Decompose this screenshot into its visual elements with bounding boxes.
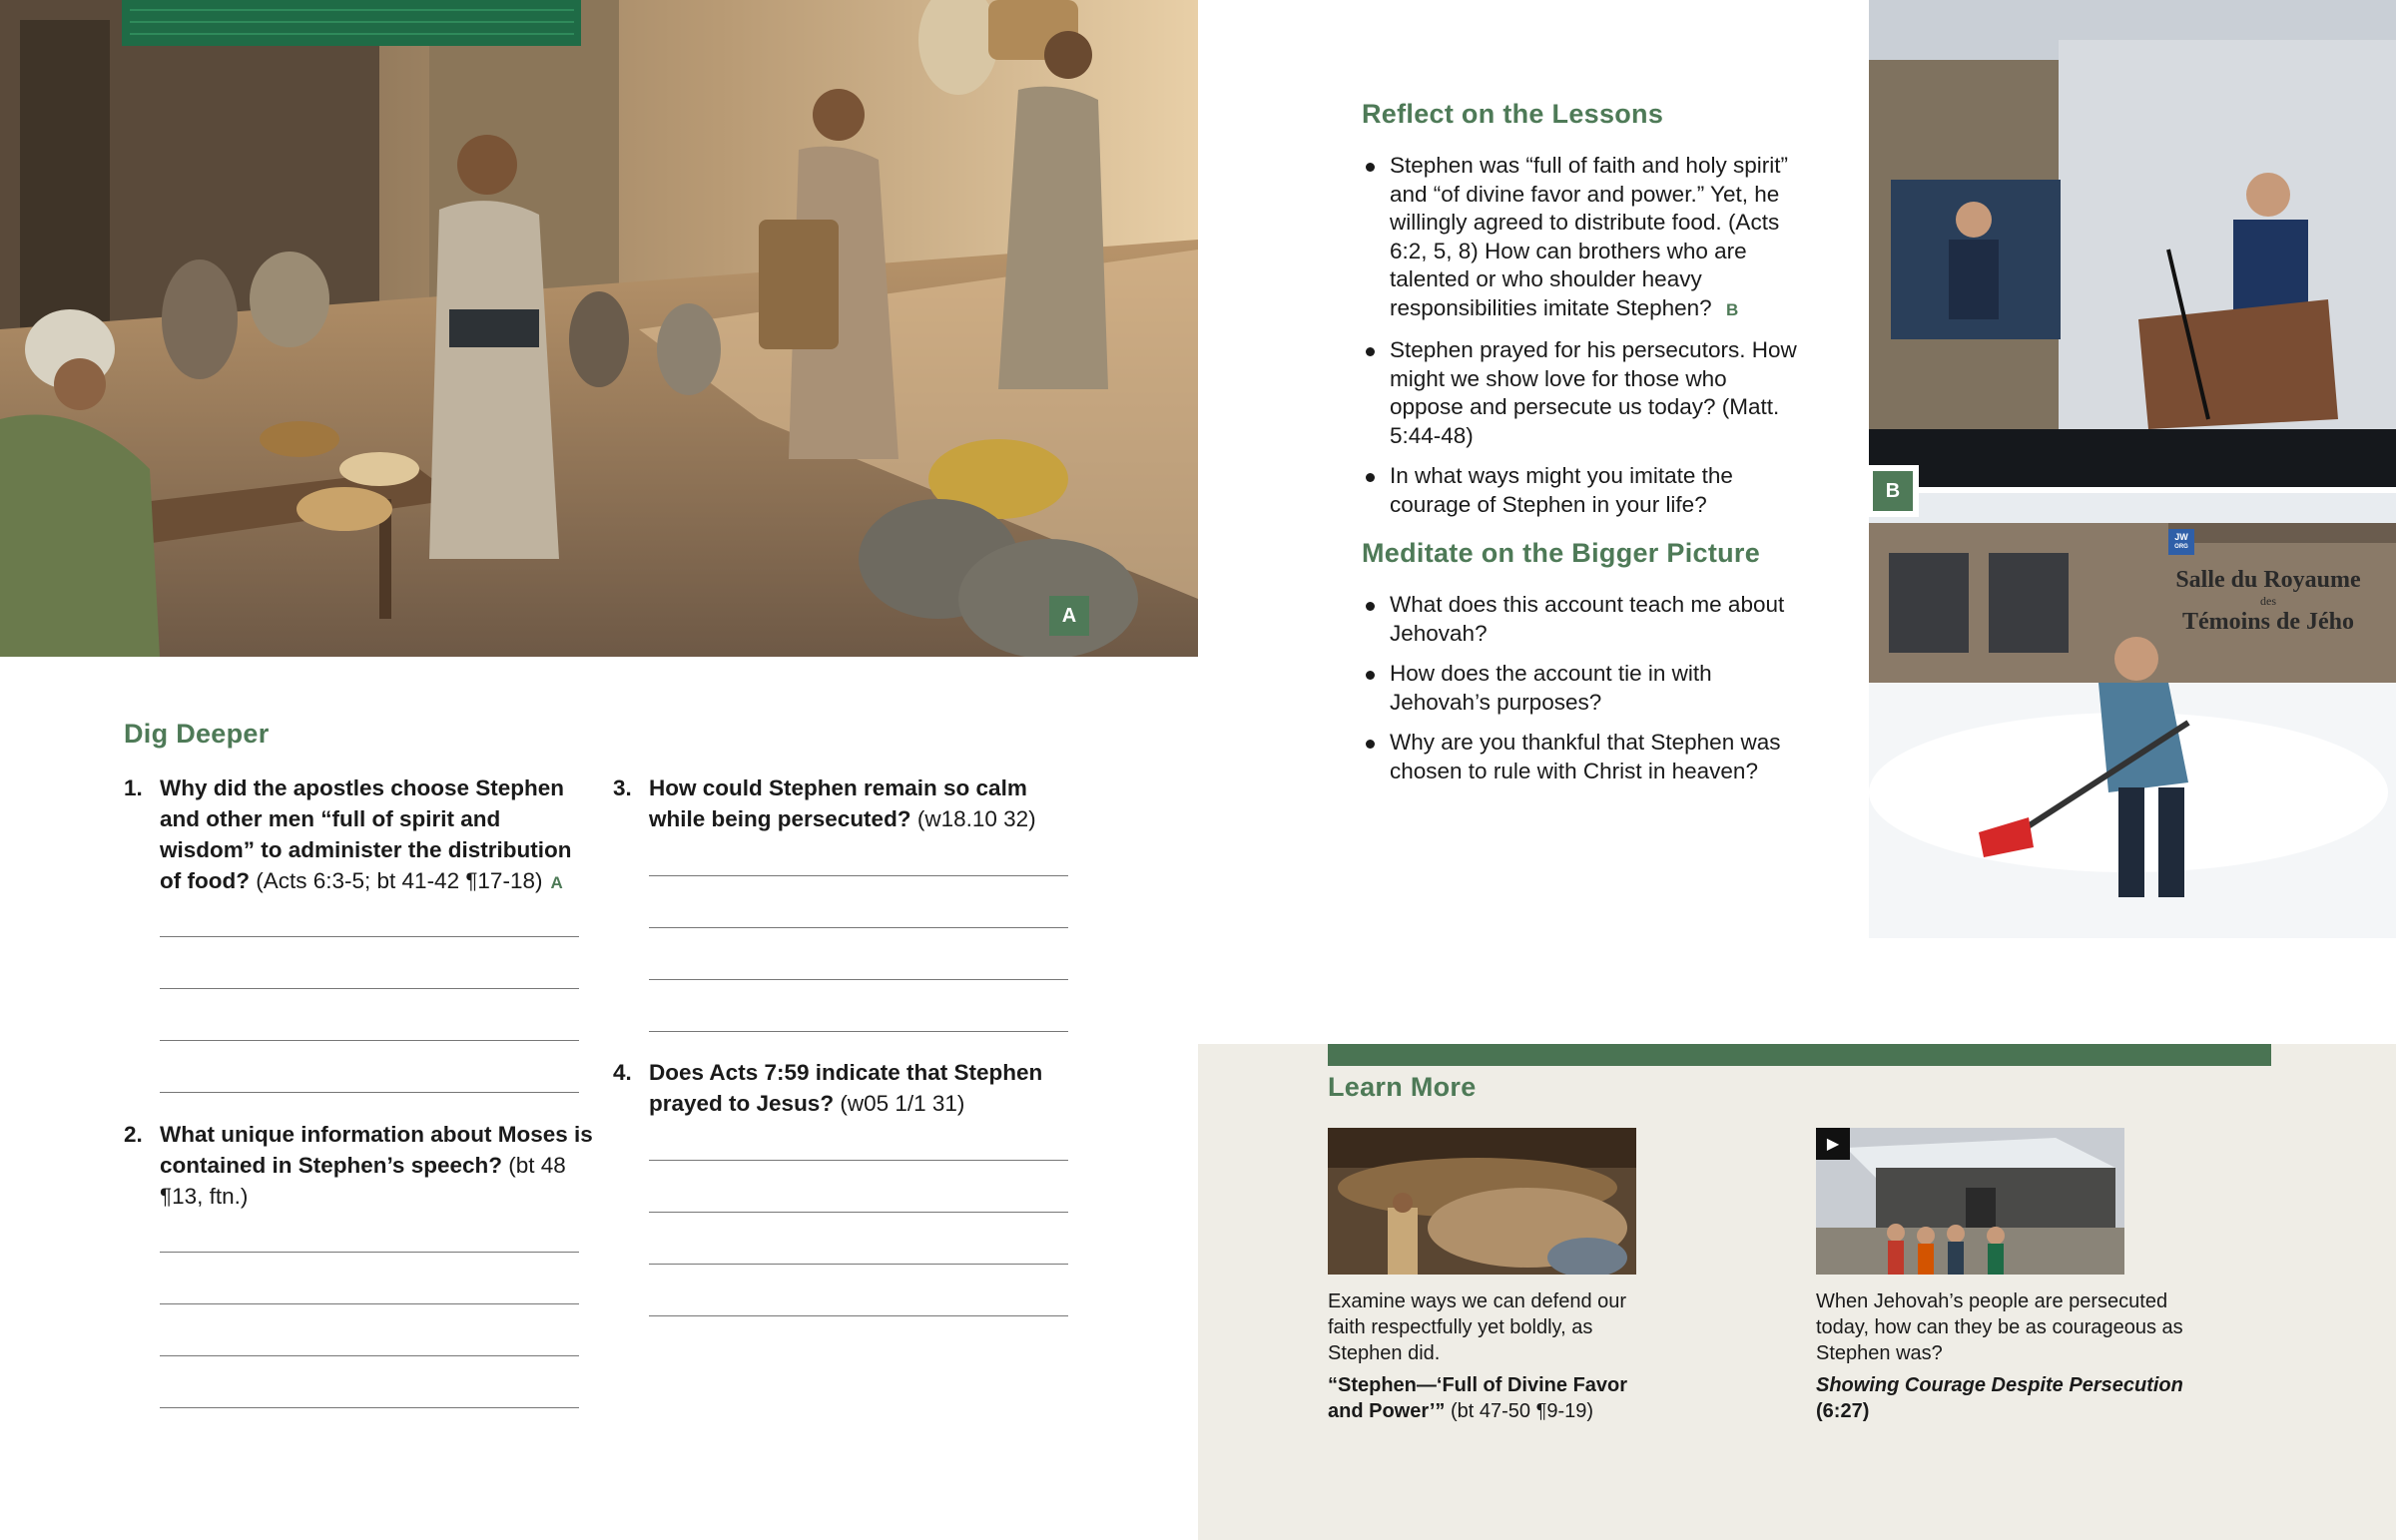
question-reference: (Acts 6:3-5; bt 41-42 ¶17-18) (256, 868, 543, 893)
sign-line-2: des (2260, 594, 2276, 608)
answer-lines-4[interactable] (649, 1160, 1068, 1367)
answer-lines-3[interactable] (649, 875, 1068, 1083)
question-text: Why did the apostles choose Stephen and other men “full of spirit and wisdom” to administer the distribution of food? (160, 775, 572, 893)
answer-lines-1[interactable] (160, 936, 579, 1144)
meditate-bullet: Why are you thankful that Stephen was chosen to rule with Christ in heaven? (1362, 729, 1801, 785)
video-thumbnail[interactable] (1816, 1128, 2124, 1275)
photo-shoveling-snow (1869, 493, 2396, 938)
question-number: 3. (613, 775, 632, 800)
jw-logo-text: JW (2174, 532, 2188, 542)
question-number: 1. (124, 775, 143, 800)
play-icon[interactable]: ▶ (1816, 1128, 1850, 1160)
article-title-line[interactable] (1328, 1372, 1637, 1424)
learn-more-panel (1198, 1044, 2396, 1540)
meditate-heading: Meditate on the Bigger Picture (1362, 538, 1761, 568)
photo-speaker-platform (1869, 0, 2396, 487)
figure-badge-a: A (1049, 596, 1089, 636)
article-title[interactable]: “Stephen—‘Full of Divine Favor and Power’” (1328, 1374, 1628, 1422)
video-duration: (6:27) (1816, 1400, 1870, 1422)
question-text: Does Acts 7:59 indicate that Stephen prayed to Jesus? (649, 1060, 1043, 1116)
question-reference: (w05 1/1 31) (840, 1091, 965, 1116)
learn-more-heading: Learn More (1328, 1072, 1477, 1102)
jw-logo-subtext: ORG (2174, 544, 2188, 550)
reflect-heading: Reflect on the Lessons (1362, 99, 1664, 129)
video-title[interactable]: Showing Courage Despite Persecution (1816, 1374, 2183, 1396)
question-text: What unique information about Moses is contained in Stephen’s speech? (160, 1122, 593, 1178)
meditate-bullet-list (1362, 591, 1801, 797)
jw-logo (2168, 529, 2194, 555)
article-reference: (bt 47-50 ¶9-19) (1451, 1400, 1594, 1422)
figure-reference-b: B (1725, 299, 1739, 319)
video-title-line[interactable] (1816, 1372, 2195, 1424)
question-3 (613, 772, 1072, 834)
learn-more-item-article[interactable] (1328, 1128, 1637, 1424)
question-text: How could Stephen remain so calm while being persecuted? (649, 775, 1027, 831)
question-4 (613, 1057, 1072, 1119)
figure-badge-b: B (1867, 465, 1919, 517)
figure-reference-a: A (550, 873, 563, 892)
kingdom-hall-sign (2168, 567, 2368, 636)
question-reference: (bt 48 ¶13, ftn.) (160, 1153, 566, 1209)
reflect-bullet: Stephen was “full of faith and holy spirit” and “of divine favor and power.” Yet, he willingly agreed to distribute food. (Acts 6:2, 5, 8) How can brothers who are talented or who shoulder heavy responsibilities imitate Stephen? B (1362, 152, 1801, 324)
video-description: When Jehovah’s people are persecuted today, how can they be as courageous as Stephen was? (1816, 1290, 2183, 1364)
answer-lines-2[interactable] (160, 1252, 579, 1459)
meditate-bullet: How does the account tie in with Jehovah’s purposes? (1362, 660, 1801, 717)
article-thumbnail[interactable] (1328, 1128, 1636, 1275)
question-1 (124, 772, 593, 898)
reflect-bullet-list (1362, 152, 1801, 531)
sign-line-1: Salle du Royaume (2175, 567, 2361, 593)
dig-deeper-heading: Dig Deeper (124, 719, 270, 749)
question-reference: (w18.10 32) (916, 806, 1036, 831)
reflect-bullet: Stephen prayed for his persecutors. How might we show love for those who oppose and persecute us today? (Matt. 5:44-48) (1362, 336, 1801, 450)
reflect-bullet: In what ways might you imitate the courage of Stephen in your life? (1362, 462, 1801, 519)
article-description: Examine ways we can defend our faith respectfully yet boldly, as Stephen did. (1328, 1290, 1627, 1364)
meditate-bullet: What does this account teach me about Jehovah? (1362, 591, 1801, 648)
question-number: 2. (124, 1122, 143, 1147)
question-number: 4. (613, 1060, 632, 1085)
market-scene-image (0, 0, 1198, 657)
question-2 (124, 1119, 593, 1212)
illustration-market-scene (0, 0, 1198, 657)
sign-line-3: Témoins de Jého (2181, 609, 2354, 635)
learn-more-accent-bar (1328, 1044, 2271, 1066)
learn-more-item-video[interactable] (1816, 1128, 2195, 1424)
